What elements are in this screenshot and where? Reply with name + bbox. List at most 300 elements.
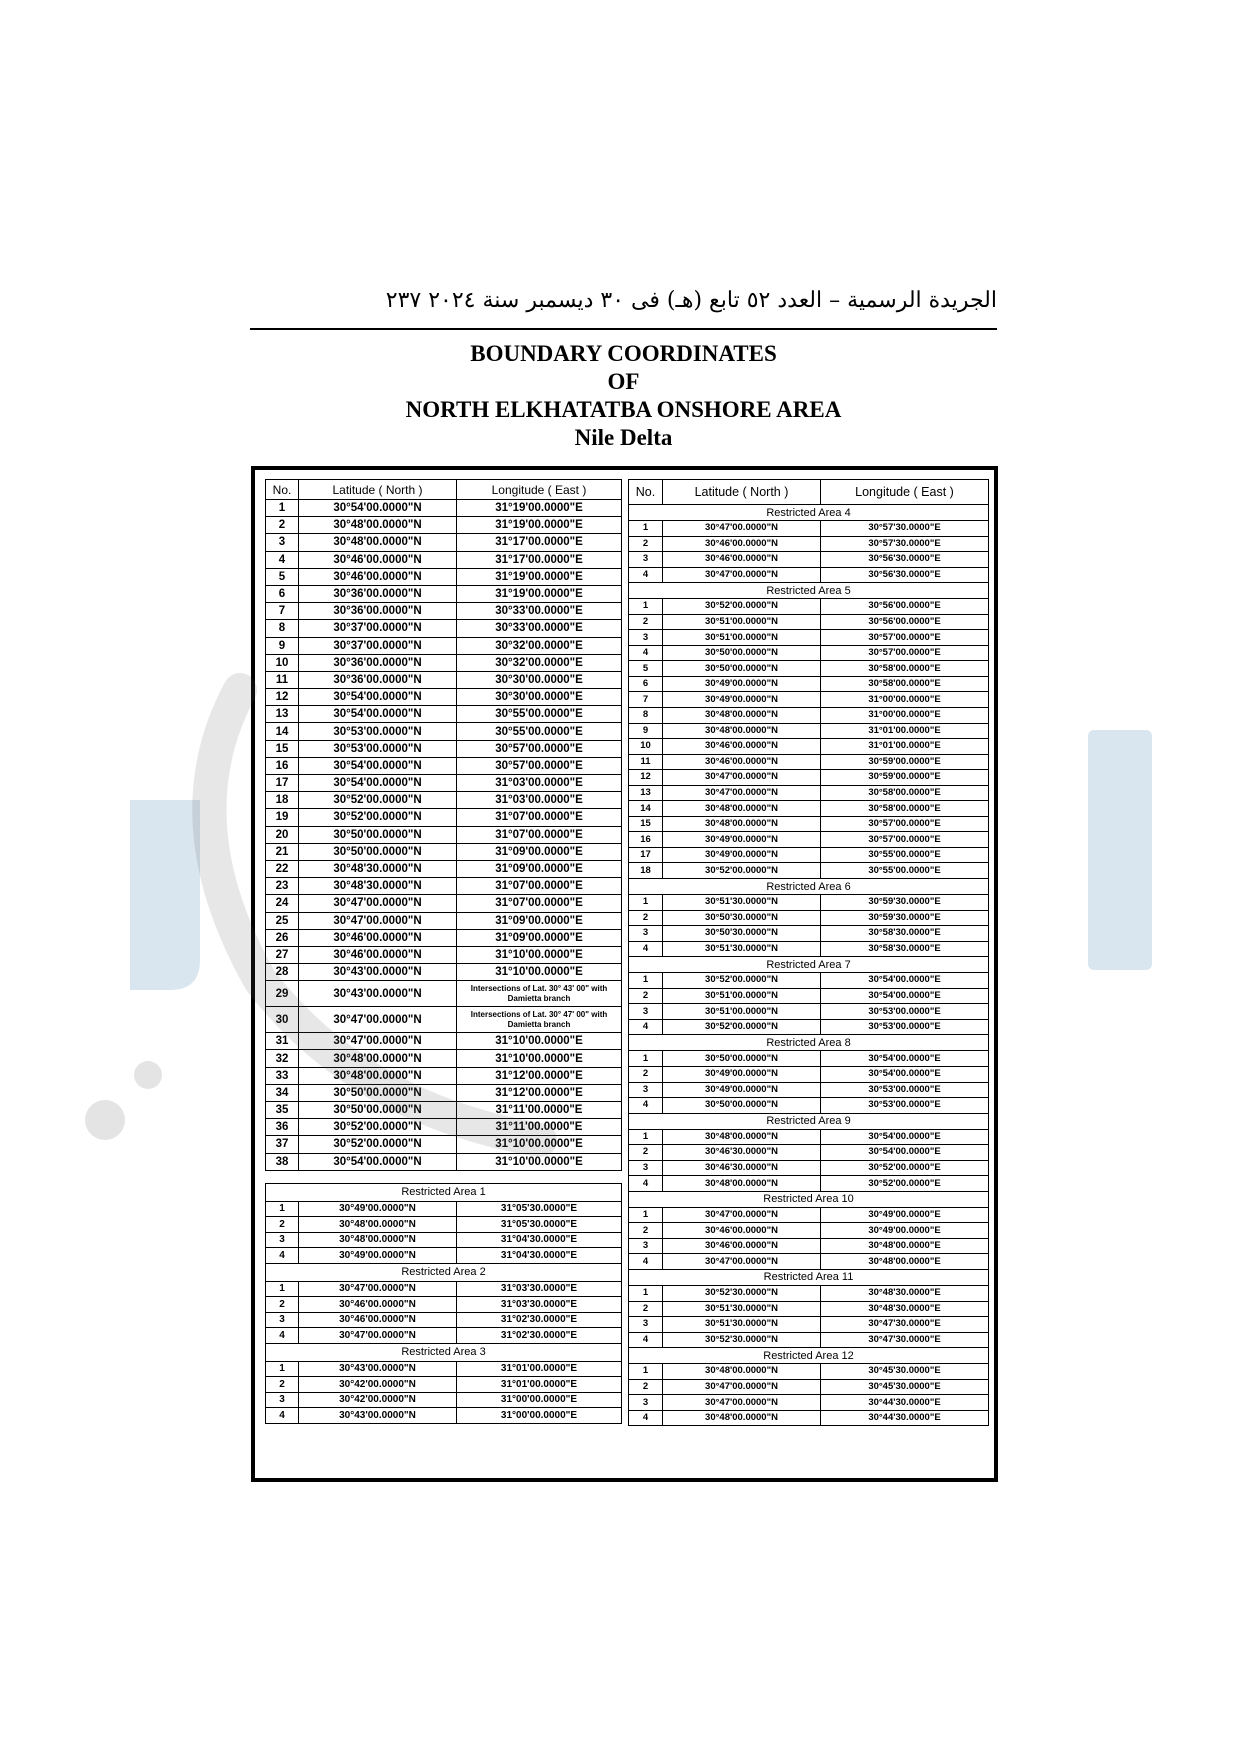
left-restricted-area-rows <box>266 1183 622 1423</box>
longitude-cell: 31°01'00.0000"E <box>821 739 989 755</box>
point-number: 36 <box>266 1119 299 1136</box>
longitude-cell: 31°01'00.0000"E <box>457 1361 622 1377</box>
table-row <box>629 614 989 630</box>
table-row <box>266 1217 622 1233</box>
point-number: 2 <box>266 1217 299 1233</box>
point-number: 1 <box>629 1364 663 1380</box>
table-row <box>266 723 622 740</box>
table-row <box>266 706 622 723</box>
table-row <box>266 929 622 946</box>
restricted-area-title: Restricted Area 12 <box>629 1348 989 1364</box>
restricted-area-title: Restricted Area 4 <box>629 505 989 521</box>
longitude-cell: 30°44'30.0000"E <box>821 1410 989 1426</box>
latitude-cell: 30°51'00.0000"N <box>663 614 821 630</box>
longitude-cell: 30°47'30.0000"E <box>821 1317 989 1333</box>
left-restricted-areas-table <box>265 1183 622 1424</box>
table-row <box>629 1238 989 1254</box>
longitude-cell: 30°33'00.0000"E <box>457 620 622 637</box>
point-number: 9 <box>266 637 299 654</box>
restricted-area-title: Restricted Area 8 <box>629 1035 989 1051</box>
longitude-cell: 31°04'30.0000"E <box>457 1232 622 1248</box>
latitude-cell: 30°51'30.0000"N <box>663 895 821 911</box>
latitude-cell: 30°48'00.0000"N <box>299 534 457 551</box>
latitude-cell: 30°52'00.0000"N <box>299 1119 457 1136</box>
table-row <box>266 895 622 912</box>
table-row <box>266 740 622 757</box>
table-row <box>266 603 622 620</box>
latitude-cell: 30°47'00.0000"N <box>299 1033 457 1050</box>
point-number: 6 <box>629 676 663 692</box>
table-row <box>266 1328 622 1344</box>
longitude-cell: 31°02'30.0000"E <box>457 1312 622 1328</box>
latitude-cell: 30°49'00.0000"N <box>663 1082 821 1098</box>
point-number: 4 <box>629 1176 663 1192</box>
point-number: 6 <box>266 585 299 602</box>
point-number: 3 <box>629 552 663 568</box>
latitude-cell: 30°52'00.0000"N <box>299 809 457 826</box>
restricted-area-title: Restricted Area 11 <box>629 1269 989 1285</box>
table-row <box>266 1033 622 1050</box>
latitude-cell: 30°51'30.0000"N <box>663 1301 821 1317</box>
table-row <box>266 1281 622 1297</box>
latitude-cell: 30°48'30.0000"N <box>299 878 457 895</box>
longitude-cell: 30°55'00.0000"E <box>457 723 622 740</box>
no-header: No. <box>629 480 663 505</box>
point-number: 1 <box>629 973 663 989</box>
table-row <box>629 1207 989 1223</box>
point-number: 15 <box>266 740 299 757</box>
table-row <box>266 689 622 706</box>
latitude-cell: 30°48'00.0000"N <box>299 1067 457 1084</box>
latitude-cell: 30°47'00.0000"N <box>663 1395 821 1411</box>
table-row <box>266 1067 622 1084</box>
longitude-cell: Intersections of Lat. 30° 47' 00" with Damietta branch <box>457 1007 622 1033</box>
table-row <box>629 1410 989 1426</box>
latitude-cell: 30°46'00.0000"N <box>299 946 457 963</box>
table-row <box>629 645 989 661</box>
table-row <box>629 552 989 568</box>
latitude-cell: 30°50'30.0000"N <box>663 926 821 942</box>
latitude-cell: 30°54'00.0000"N <box>299 775 457 792</box>
table-row <box>629 1082 989 1098</box>
point-number: 8 <box>266 620 299 637</box>
longitude-cell: 31°10'00.0000"E <box>457 1033 622 1050</box>
latitude-cell: 30°51'30.0000"N <box>663 1317 821 1333</box>
longitude-cell: 30°45'30.0000"E <box>821 1364 989 1380</box>
longitude-cell: 30°57'00.0000"E <box>821 645 989 661</box>
longitude-cell: 30°45'30.0000"E <box>821 1379 989 1395</box>
point-number: 4 <box>266 551 299 568</box>
latitude-cell: 30°52'00.0000"N <box>299 1136 457 1153</box>
table-row <box>266 1084 622 1101</box>
point-number: 3 <box>629 1082 663 1098</box>
point-number: 12 <box>629 770 663 786</box>
longitude-cell: 30°56'30.0000"E <box>821 552 989 568</box>
table-row <box>266 1361 622 1377</box>
latitude-cell: 30°50'00.0000"N <box>663 1098 821 1114</box>
longitude-cell: 31°12'00.0000"E <box>457 1084 622 1101</box>
point-number: 24 <box>266 895 299 912</box>
longitude-cell: 30°57'00.0000"E <box>821 832 989 848</box>
main-boundary-table <box>265 479 622 1171</box>
longitude-cell: 30°57'00.0000"E <box>821 630 989 646</box>
title-line-3: NORTH ELKHATATBA ONSHORE AREA <box>405 397 842 422</box>
latitude-cell: 30°54'00.0000"N <box>299 689 457 706</box>
longitude-cell: 30°48'00.0000"E <box>821 1238 989 1254</box>
point-number: 17 <box>629 847 663 863</box>
longitude-cell: 31°12'00.0000"E <box>457 1067 622 1084</box>
table-row <box>629 1145 989 1161</box>
longitude-cell: 30°57'30.0000"E <box>821 536 989 552</box>
header-text: الجريدة الرسمية – العدد ٥٢ تابع (هـ) فى ٣٠ ديسمبر سنة ٢٠٢٤ ٢٣٧ <box>385 288 997 313</box>
point-number: 1 <box>629 1285 663 1301</box>
latitude-cell: 30°50'00.0000"N <box>299 826 457 843</box>
latitude-cell: 30°49'00.0000"N <box>663 692 821 708</box>
latitude-cell: 30°37'00.0000"N <box>299 637 457 654</box>
latitude-cell: 30°48'00.0000"N <box>299 517 457 534</box>
latitude-cell: 30°37'00.0000"N <box>299 620 457 637</box>
point-number: 17 <box>266 775 299 792</box>
point-number: 2 <box>629 536 663 552</box>
restricted-area-header <box>266 1183 622 1201</box>
point-number: 9 <box>629 723 663 739</box>
point-number: 20 <box>266 826 299 843</box>
longitude-cell: 30°44'30.0000"E <box>821 1395 989 1411</box>
longitude-cell: 31°02'30.0000"E <box>457 1328 622 1344</box>
latitude-cell: 30°48'00.0000"N <box>663 708 821 724</box>
gazette-header <box>250 288 997 330</box>
table-row <box>629 1019 989 1035</box>
point-number: 1 <box>266 1281 299 1297</box>
table-row <box>266 637 622 654</box>
restricted-area-header <box>629 879 989 895</box>
restricted-area-title: Restricted Area 2 <box>266 1263 622 1281</box>
table-row <box>266 1136 622 1153</box>
longitude-cell: 30°52'00.0000"E <box>821 1176 989 1192</box>
point-number: 3 <box>266 1392 299 1408</box>
latitude-cell: 30°46'00.0000"N <box>299 568 457 585</box>
longitude-cell: 31°03'00.0000"E <box>457 792 622 809</box>
latitude-header: Latitude ( North ) <box>663 480 821 505</box>
no-header: No. <box>266 480 299 500</box>
point-number: 12 <box>266 689 299 706</box>
latitude-cell: 30°53'00.0000"N <box>299 723 457 740</box>
longitude-cell: 30°57'00.0000"E <box>821 816 989 832</box>
table-row <box>266 878 622 895</box>
table-row <box>266 1248 622 1264</box>
point-number: 1 <box>266 500 299 517</box>
latitude-cell: 30°46'00.0000"N <box>663 1238 821 1254</box>
longitude-cell: 30°49'00.0000"E <box>821 1207 989 1223</box>
longitude-cell: 31°05'30.0000"E <box>457 1217 622 1233</box>
longitude-cell: 31°10'00.0000"E <box>457 964 622 981</box>
table-row <box>266 620 622 637</box>
table-header-row <box>266 480 622 500</box>
point-number: 3 <box>629 1317 663 1333</box>
point-number: 14 <box>629 801 663 817</box>
latitude-cell: 30°52'30.0000"N <box>663 1332 821 1348</box>
point-number: 1 <box>629 1051 663 1067</box>
longitude-cell: 30°52'00.0000"E <box>821 1160 989 1176</box>
table-row <box>629 770 989 786</box>
point-number: 19 <box>266 809 299 826</box>
longitude-cell: 30°58'30.0000"E <box>821 926 989 942</box>
latitude-cell: 30°48'00.0000"N <box>663 1176 821 1192</box>
restricted-area-header <box>629 505 989 521</box>
point-number: 30 <box>266 1007 299 1033</box>
latitude-cell: 30°48'00.0000"N <box>663 1364 821 1380</box>
title-line-2: OF <box>607 369 640 394</box>
table-row <box>266 1232 622 1248</box>
longitude-cell: 30°55'00.0000"E <box>821 863 989 879</box>
longitude-cell: 30°54'00.0000"E <box>821 1129 989 1145</box>
table-row <box>266 1377 622 1393</box>
point-number: 4 <box>629 941 663 957</box>
table-row <box>629 801 989 817</box>
point-number: 3 <box>266 1312 299 1328</box>
table-row <box>629 1301 989 1317</box>
table-row <box>266 775 622 792</box>
latitude-cell: 30°48'00.0000"N <box>663 816 821 832</box>
point-number: 4 <box>629 1019 663 1035</box>
point-number: 3 <box>629 630 663 646</box>
latitude-cell: 30°48'00.0000"N <box>663 1410 821 1426</box>
table-row <box>629 988 989 1004</box>
restricted-area-title: Restricted Area 9 <box>629 1113 989 1129</box>
longitude-cell: 30°48'30.0000"E <box>821 1285 989 1301</box>
longitude-cell: 30°58'00.0000"E <box>821 785 989 801</box>
table-row <box>629 567 989 583</box>
longitude-cell: 31°05'30.0000"E <box>457 1201 622 1217</box>
restricted-area-title: Restricted Area 3 <box>266 1343 622 1361</box>
table-row <box>629 1098 989 1114</box>
latitude-cell: 30°47'00.0000"N <box>663 1254 821 1270</box>
latitude-cell: 30°48'00.0000"N <box>299 1217 457 1233</box>
longitude-cell: 30°47'30.0000"E <box>821 1332 989 1348</box>
longitude-cell: 30°54'00.0000"E <box>821 988 989 1004</box>
point-number: 14 <box>266 723 299 740</box>
point-number: 31 <box>266 1033 299 1050</box>
point-number: 2 <box>266 1377 299 1393</box>
point-number: 15 <box>629 816 663 832</box>
longitude-cell: 31°09'00.0000"E <box>457 843 622 860</box>
latitude-cell: 30°43'00.0000"N <box>299 981 457 1007</box>
latitude-cell: 30°46'00.0000"N <box>299 929 457 946</box>
table-row <box>629 1285 989 1301</box>
point-number: 1 <box>629 599 663 615</box>
latitude-cell: 30°48'00.0000"N <box>663 723 821 739</box>
longitude-cell: 30°30'00.0000"E <box>457 671 622 688</box>
point-number: 7 <box>266 603 299 620</box>
table-row <box>629 973 989 989</box>
point-number: 5 <box>266 568 299 585</box>
table-row <box>629 1176 989 1192</box>
point-number: 22 <box>266 860 299 877</box>
latitude-cell: 30°47'00.0000"N <box>663 785 821 801</box>
latitude-cell: 30°46'00.0000"N <box>663 754 821 770</box>
latitude-cell: 30°54'00.0000"N <box>299 500 457 517</box>
longitude-cell: 31°17'00.0000"E <box>457 551 622 568</box>
longitude-cell: 30°48'30.0000"E <box>821 1301 989 1317</box>
longitude-cell: 30°58'00.0000"E <box>821 801 989 817</box>
table-row <box>629 630 989 646</box>
latitude-cell: 30°47'00.0000"N <box>299 1281 457 1297</box>
right-column <box>628 479 988 1426</box>
latitude-cell: 30°46'30.0000"N <box>663 1145 821 1161</box>
latitude-cell: 30°47'00.0000"N <box>299 912 457 929</box>
latitude-cell: 30°49'00.0000"N <box>663 832 821 848</box>
latitude-cell: 30°52'30.0000"N <box>663 1285 821 1301</box>
latitude-cell: 30°46'00.0000"N <box>663 1223 821 1239</box>
table-row <box>266 568 622 585</box>
longitude-cell: 30°59'30.0000"E <box>821 910 989 926</box>
point-number: 3 <box>629 1238 663 1254</box>
longitude-cell: 31°00'00.0000"E <box>457 1408 622 1424</box>
point-number: 1 <box>266 1361 299 1377</box>
longitude-cell: 30°53'00.0000"E <box>821 1019 989 1035</box>
longitude-cell: 31°01'00.0000"E <box>457 1377 622 1393</box>
restricted-area-header <box>629 1348 989 1364</box>
latitude-cell: 30°43'00.0000"N <box>299 1408 457 1424</box>
table-row <box>266 1153 622 1170</box>
longitude-cell: 30°54'00.0000"E <box>821 1051 989 1067</box>
point-number: 18 <box>629 863 663 879</box>
point-number: 38 <box>266 1153 299 1170</box>
right-restricted-areas-table <box>628 479 989 1426</box>
point-number: 29 <box>266 981 299 1007</box>
longitude-cell: 31°03'30.0000"E <box>457 1297 622 1313</box>
point-number: 26 <box>266 929 299 946</box>
longitude-cell: 31°19'00.0000"E <box>457 568 622 585</box>
table-row <box>266 1201 622 1217</box>
latitude-cell: 30°51'00.0000"N <box>663 1004 821 1020</box>
table-row <box>629 1223 989 1239</box>
table-row <box>629 676 989 692</box>
latitude-cell: 30°49'00.0000"N <box>663 847 821 863</box>
longitude-cell: 31°11'00.0000"E <box>457 1102 622 1119</box>
point-number: 2 <box>629 988 663 1004</box>
longitude-cell: 31°19'00.0000"E <box>457 585 622 602</box>
table-row <box>266 517 622 534</box>
restricted-area-title: Restricted Area 5 <box>629 583 989 599</box>
latitude-cell: 30°50'00.0000"N <box>663 1051 821 1067</box>
point-number: 1 <box>629 1129 663 1145</box>
point-number: 2 <box>266 517 299 534</box>
table-row <box>629 1379 989 1395</box>
longitude-cell: 31°03'00.0000"E <box>457 775 622 792</box>
longitude-cell: 31°17'00.0000"E <box>457 534 622 551</box>
table-row <box>266 826 622 843</box>
longitude-cell: 31°00'00.0000"E <box>457 1392 622 1408</box>
table-row <box>629 1051 989 1067</box>
latitude-cell: 30°50'00.0000"N <box>663 661 821 677</box>
longitude-cell: 30°55'00.0000"E <box>821 847 989 863</box>
point-number: 4 <box>266 1248 299 1264</box>
point-number: 21 <box>266 843 299 860</box>
longitude-cell: 30°54'00.0000"E <box>821 973 989 989</box>
table-row <box>266 1119 622 1136</box>
latitude-cell: 30°46'00.0000"N <box>663 739 821 755</box>
table-row <box>266 792 622 809</box>
point-number: 2 <box>266 1297 299 1313</box>
point-number: 4 <box>629 1098 663 1114</box>
latitude-cell: 30°36'00.0000"N <box>299 671 457 688</box>
longitude-cell: 31°07'00.0000"E <box>457 878 622 895</box>
title-line-1: BOUNDARY COORDINATES <box>470 341 777 366</box>
longitude-cell: 30°56'00.0000"E <box>821 614 989 630</box>
point-number: 3 <box>629 926 663 942</box>
point-number: 27 <box>266 946 299 963</box>
longitude-cell: 31°10'00.0000"E <box>457 1136 622 1153</box>
longitude-cell: 31°10'00.0000"E <box>457 946 622 963</box>
point-number: 4 <box>629 567 663 583</box>
latitude-cell: 30°52'00.0000"N <box>299 792 457 809</box>
table-row <box>266 809 622 826</box>
point-number: 2 <box>629 1145 663 1161</box>
latitude-cell: 30°47'00.0000"N <box>663 770 821 786</box>
point-number: 11 <box>266 671 299 688</box>
table-row <box>629 536 989 552</box>
latitude-cell: 30°50'00.0000"N <box>299 1102 457 1119</box>
table-row <box>266 1408 622 1424</box>
longitude-cell: 30°54'00.0000"E <box>821 1145 989 1161</box>
latitude-cell: 30°46'00.0000"N <box>299 1297 457 1313</box>
point-number: 4 <box>629 1332 663 1348</box>
point-number: 3 <box>266 534 299 551</box>
table-row <box>266 500 622 517</box>
point-number: 4 <box>266 1328 299 1344</box>
table-row <box>629 1254 989 1270</box>
table-row <box>266 912 622 929</box>
table-row <box>629 723 989 739</box>
point-number: 33 <box>266 1067 299 1084</box>
latitude-cell: 30°49'00.0000"N <box>663 1066 821 1082</box>
table-row <box>266 1297 622 1313</box>
longitude-cell: 30°30'00.0000"E <box>457 689 622 706</box>
table-row <box>266 843 622 860</box>
table-row <box>629 816 989 832</box>
longitude-cell: 31°07'00.0000"E <box>457 895 622 912</box>
point-number: 1 <box>266 1201 299 1217</box>
restricted-area-header <box>629 1035 989 1051</box>
table-row <box>629 692 989 708</box>
coordinates-frame <box>251 466 998 1482</box>
latitude-cell: 30°48'00.0000"N <box>663 1129 821 1145</box>
longitude-cell: 30°59'30.0000"E <box>821 895 989 911</box>
longitude-cell: 30°32'00.0000"E <box>457 654 622 671</box>
restricted-area-title: Restricted Area 6 <box>629 879 989 895</box>
latitude-cell: 30°50'00.0000"N <box>663 645 821 661</box>
longitude-cell: 30°53'00.0000"E <box>821 1098 989 1114</box>
table-row <box>266 946 622 963</box>
longitude-cell: 31°09'00.0000"E <box>457 860 622 877</box>
latitude-cell: 30°43'00.0000"N <box>299 1361 457 1377</box>
point-number: 5 <box>629 661 663 677</box>
longitude-cell: 31°19'00.0000"E <box>457 517 622 534</box>
longitude-cell: 31°07'00.0000"E <box>457 809 622 826</box>
point-number: 10 <box>629 739 663 755</box>
table-row <box>266 585 622 602</box>
latitude-cell: 30°48'30.0000"N <box>299 860 457 877</box>
table-row <box>266 1392 622 1408</box>
point-number: 25 <box>266 912 299 929</box>
latitude-cell: 30°46'00.0000"N <box>299 551 457 568</box>
point-number: 16 <box>266 757 299 774</box>
longitude-cell: 30°58'30.0000"E <box>821 941 989 957</box>
table-row <box>266 1102 622 1119</box>
latitude-cell: 30°42'00.0000"N <box>299 1392 457 1408</box>
longitude-cell: 31°00'00.0000"E <box>821 708 989 724</box>
